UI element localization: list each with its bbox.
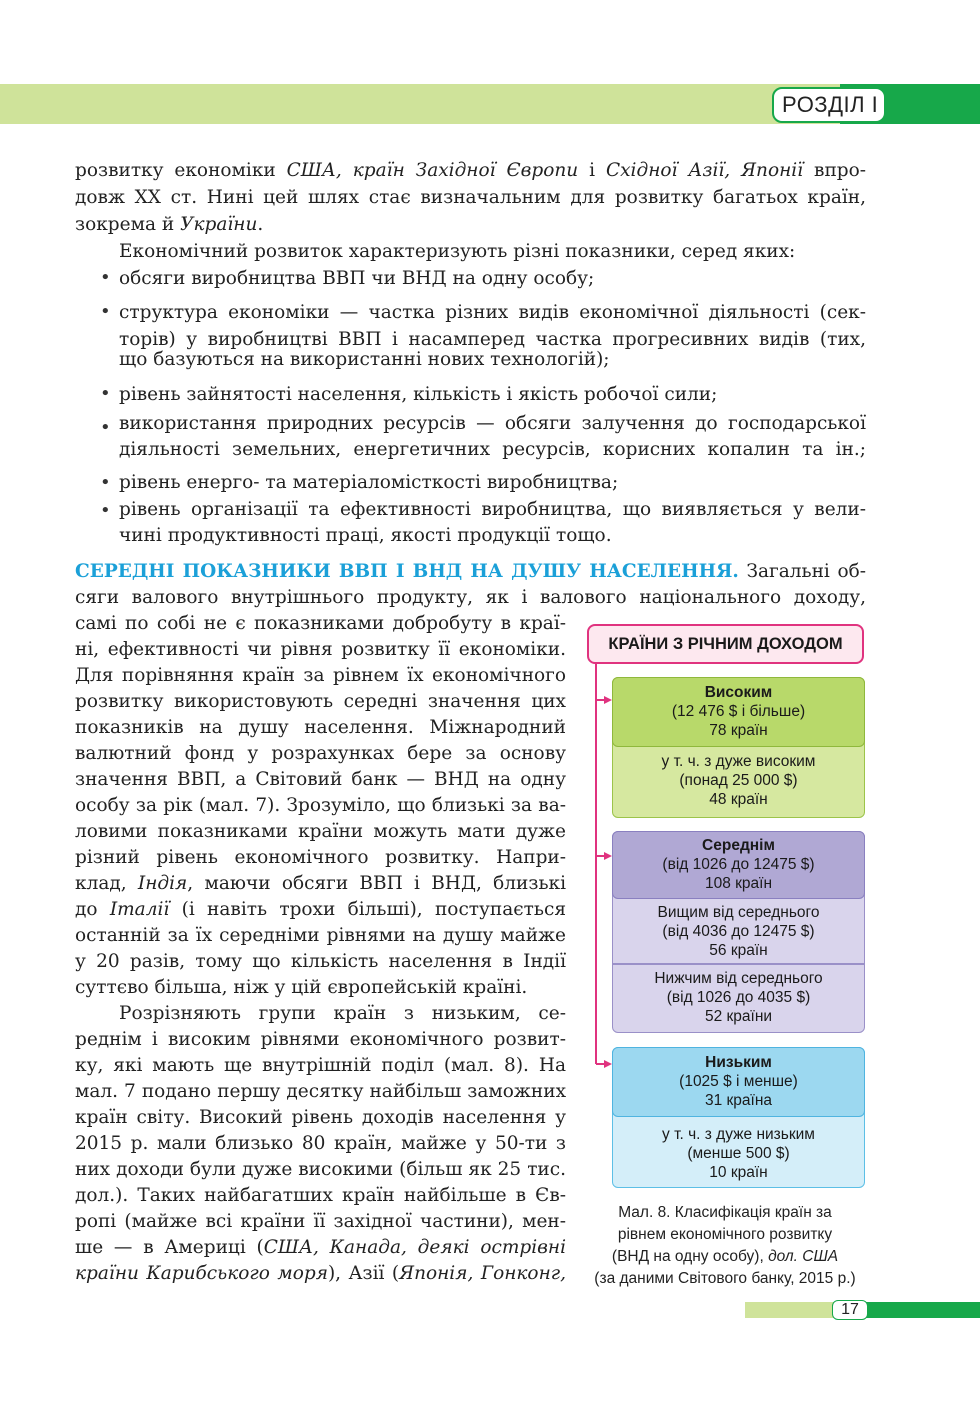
- column-line: валютний фонд у розрахунках бере за основу: [75, 743, 566, 764]
- middle-income-range: (від 1026 до 12475 $): [662, 856, 815, 873]
- column-line: дол.). Таких найбагатших країн найбільше в Єв-: [75, 1185, 566, 1206]
- paragraph-line: довж XX ст. Нині цей шлях стає визначальним для розвитку багатьох країн,: [75, 187, 866, 208]
- bullet-item: торів) у виробництві ВВП і насамперед частка прогресивних видів (тих,: [119, 329, 866, 350]
- bullet-marker: •: [100, 301, 111, 322]
- middle-income-count: 108 країн: [704, 875, 773, 892]
- bullet-marker: •: [100, 500, 111, 521]
- column-line: ні, ефективності чи рівня розвитку її економіки.: [75, 639, 566, 660]
- lower-middle-subgroup: Нижчим від середнього (від 1026 до 4035 $) 52 країни: [654, 970, 823, 1025]
- bullet-item: обсяги виробництва ВВП чи ВНД на одну особу;: [119, 268, 595, 289]
- high-income-range: (12 476 $ і більше): [671, 703, 806, 720]
- low-income-count: 31 країна: [704, 1092, 773, 1109]
- page-number: 17: [832, 1300, 868, 1320]
- bullet-item: рівень зайнятості населення, кількість і якість робочої сили;: [119, 384, 718, 405]
- bullet-marker: •: [100, 417, 111, 438]
- bullet-marker: •: [100, 383, 111, 404]
- bullet-item: рівень організації та ефективності виробництва, що виявляється у вели-: [119, 499, 866, 520]
- very-high-income-subgroup: у т. ч. з дуже високим (понад 25 000 $) 48 країн: [661, 753, 816, 808]
- intro-line: Економічний розвиток характеризують різні показники, серед яких:: [119, 241, 796, 262]
- column-line: ловими показниками країни можуть мати дуже: [75, 821, 566, 842]
- diagram-title: КРАЇНИ З РІЧНИМ ДОХОДОМ: [587, 624, 864, 664]
- column-line: показників на душу населення. Міжнародний: [75, 717, 566, 738]
- column-line: країни Карибського моря), Азії (Японія, Гонконг,: [75, 1263, 566, 1284]
- column-line: суттєво більша, ніж у цій європейській країні.: [75, 977, 528, 998]
- column-line: мал. 7 подано першу десятку найбільш заможних: [75, 1081, 566, 1102]
- column-line: останній за їх середніми рівнями на душу майже: [75, 925, 566, 946]
- column-line: клад, Індія, маючи обсяги ВВП і ВНД, близькі: [75, 873, 567, 894]
- column-line: особу за рік (мал. 7). Зрозуміло, що близькі за ва-: [75, 795, 566, 816]
- bullet-item: використання природних ресурсів — обсяги залучення до господарської: [119, 413, 866, 434]
- divider: [613, 963, 864, 965]
- column-line: до Італії (і навіть трохи більші), поступається: [75, 899, 566, 920]
- middle-income-name: Середнім: [702, 837, 775, 854]
- column-line: самі по собі не є показниками добробуту в краї-: [75, 613, 566, 634]
- high-income-count: 78 країн: [709, 722, 768, 739]
- column-line: ше — в Америці (США, Канада, деякі острівні: [75, 1237, 567, 1258]
- bullet-marker: •: [100, 472, 111, 493]
- upper-middle-subgroup: Вищим від середнього (від 4036 до 12475 $) 56 країн: [657, 904, 820, 959]
- low-income-header: [612, 1047, 865, 1117]
- section-heading: СЕРЕДНІ ПОКАЗНИКИ ВВП І ВНД НА ДУШУ НАСЕЛЕННЯ.: [75, 561, 739, 582]
- column-line: різний рівень економічного розвитку. Напри-: [75, 847, 566, 868]
- column-line: Для порівняння країн за рівнем їх економічного: [75, 665, 566, 686]
- paragraph-line: сяги валового внутрішнього продукту, як і валового національного доходу,: [75, 587, 866, 608]
- high-income-header: [612, 677, 865, 747]
- low-income-name: Низьким: [705, 1054, 772, 1071]
- paragraph-line: зокрема й України.: [75, 214, 264, 235]
- column-line: значення ВВП, а Світовий банк — ВНД на одну: [75, 769, 566, 790]
- column-line: них доходи були дуже високими (більш як 25 тис.: [75, 1159, 566, 1180]
- section-label: РОЗДІЛ І: [772, 87, 886, 123]
- footer-band: [745, 1302, 840, 1318]
- bullet-item: чині продуктивності праці, якості продукції тощо.: [119, 525, 612, 546]
- very-low-income-subgroup: у т. ч. з дуже низьким (менше 500 $) 10 країн: [662, 1126, 815, 1181]
- bullet-item: що базуються на використанні нових технологій);: [119, 349, 610, 370]
- bullet-item: структура економіки — частка різних видів економічної діяльності (сек-: [119, 302, 866, 323]
- column-line: ропі (майже всі країни її західної частини), мен-: [75, 1211, 566, 1232]
- column-line: 2015 р. мали близько 80 країн, майже у 50-ти з: [75, 1133, 566, 1154]
- column-line: країн світу. Високий рівень доходів населення у: [75, 1107, 566, 1128]
- footer-band-accent: [860, 1302, 980, 1318]
- bullet-item: рівень енерго- та матеріаломісткості виробництва;: [119, 472, 619, 493]
- paragraph-line: розвитку економіки США, країн Західної Європи і Східної Азії, Японії впро-: [75, 160, 867, 181]
- column-line: у 20 разів, тому що кількість населення в Індії: [75, 951, 566, 972]
- section-heading-line: СЕРЕДНІ ПОКАЗНИКИ ВВП І ВНД НА ДУШУ НАСЕЛЕННЯ. Загальні об-: [75, 561, 867, 582]
- bullet-item: діяльності земельних, енергетичних ресурсів, корисних копалин та ін.;: [119, 439, 866, 460]
- figure-caption: Мал. 8. Класифікація країн за рівнем економічного розвитку (ВНД на одну особу), дол. США (за даними Світового банку, 2015 р.): [594, 1204, 856, 1287]
- column-line: ку, які мають ще внутрішній поділ (мал. 8). На: [75, 1055, 566, 1076]
- bullet-marker: •: [100, 267, 111, 288]
- middle-income-header: [612, 831, 865, 899]
- column-line: розвитку використовують середні значення цих: [75, 691, 566, 712]
- low-income-range: (1025 $ і менше): [679, 1073, 798, 1090]
- column-line: реднім і високим рівнями економічного розвит-: [75, 1029, 566, 1050]
- high-income-name: Високим: [704, 684, 773, 701]
- column-line: Розрізняють групи країн з низьким, се-: [119, 1003, 566, 1024]
